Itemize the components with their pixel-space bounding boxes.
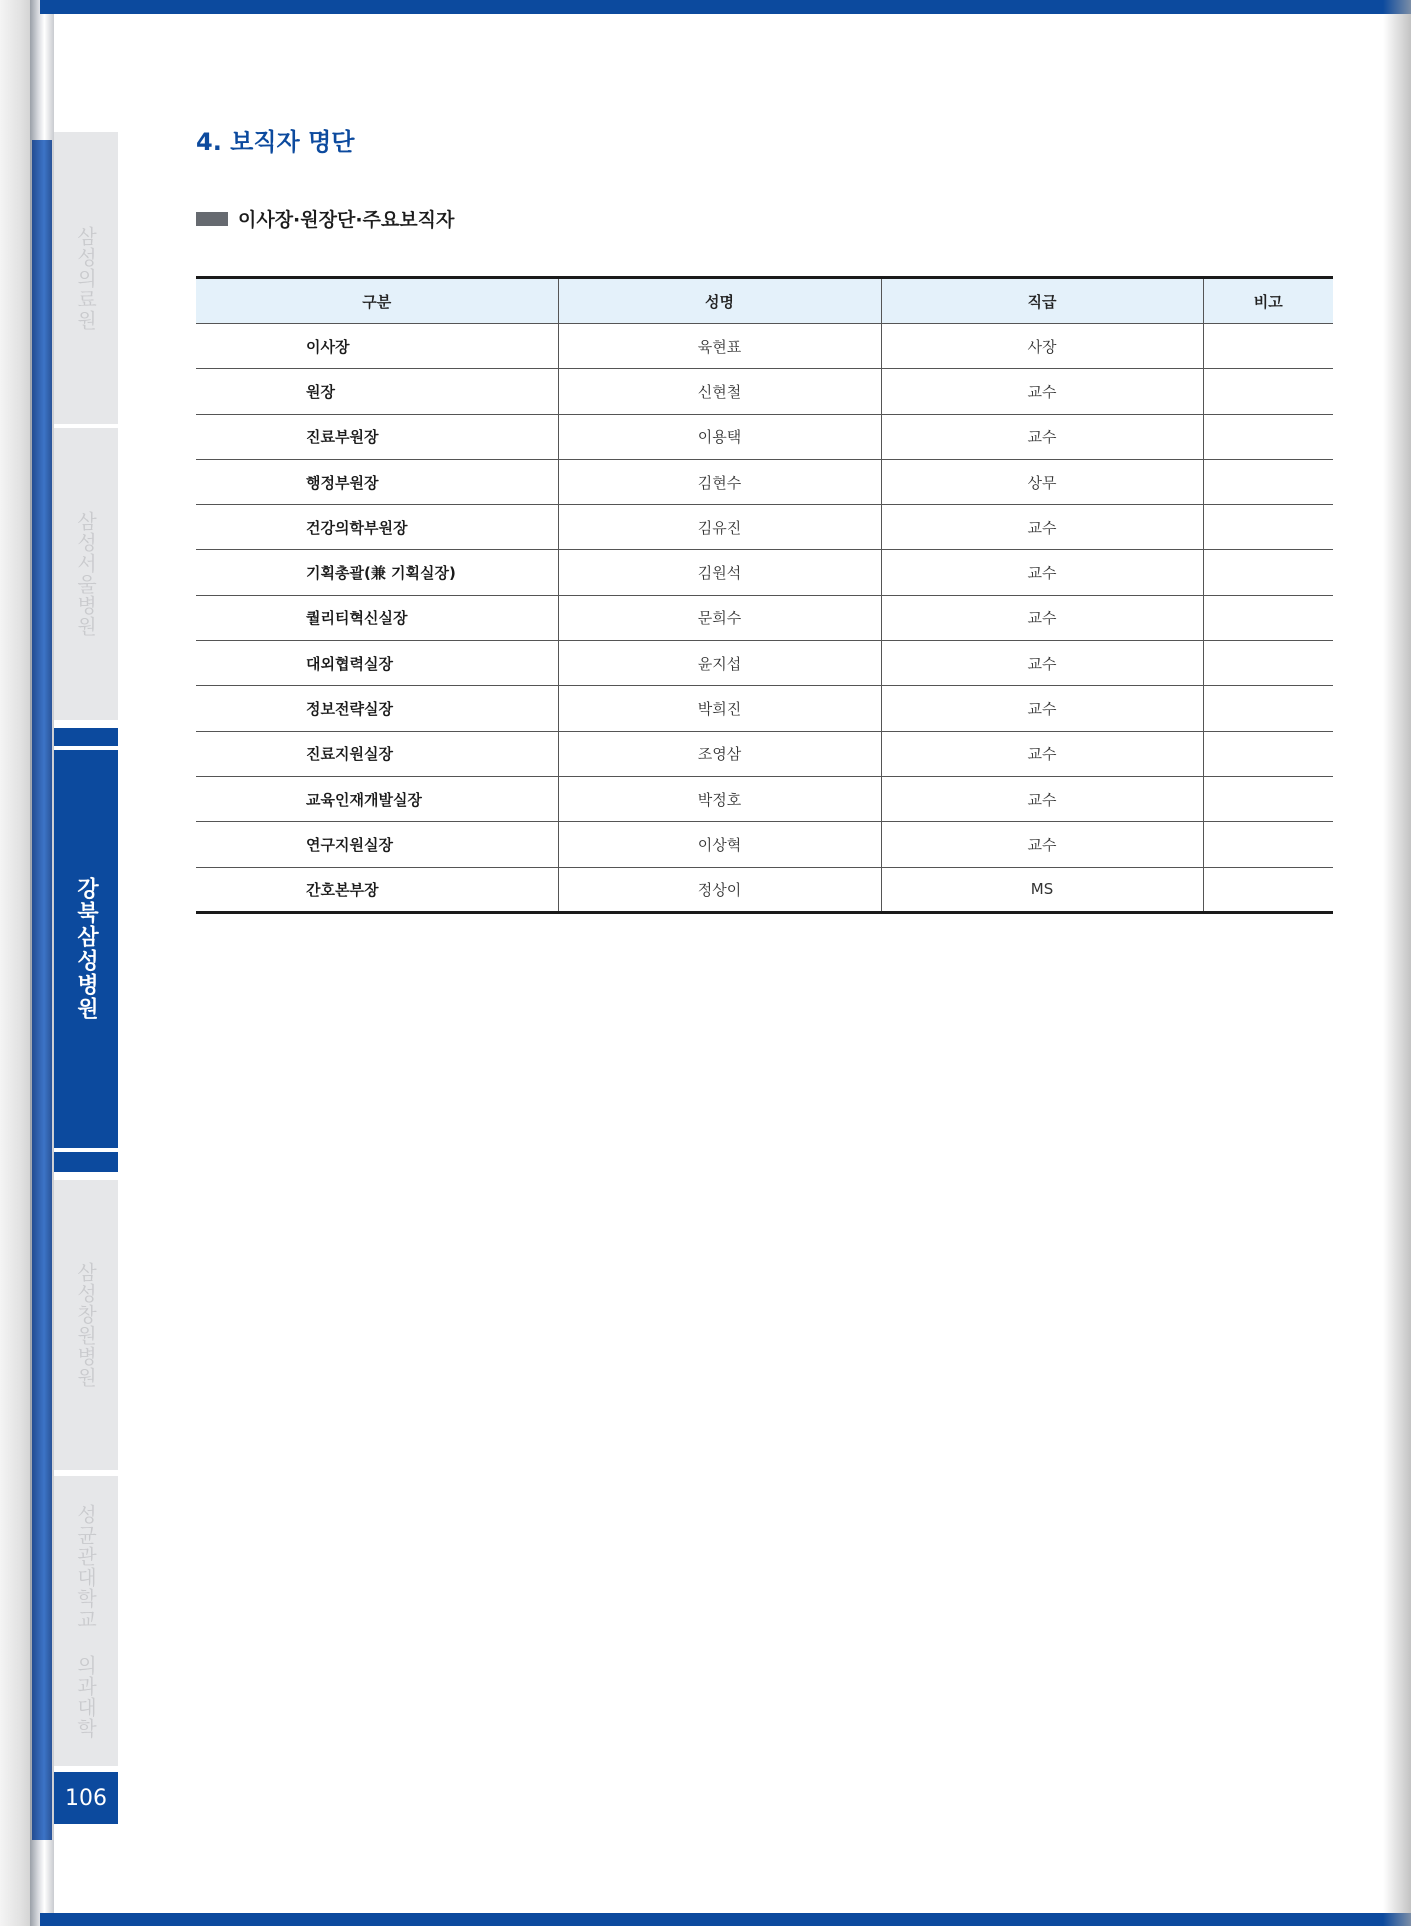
cell-remarks	[1203, 459, 1333, 504]
table-row	[196, 324, 1333, 369]
staff-roster-table	[196, 276, 1333, 914]
cell-rank: 상무	[881, 459, 1203, 504]
cell-name: 육현표	[558, 324, 881, 369]
table-row	[196, 414, 1333, 459]
cell-remarks	[1203, 686, 1333, 731]
cell-rank: 교수	[881, 731, 1203, 776]
table-row	[196, 822, 1333, 867]
cell-division: 기획총괄(兼 기획실장)	[196, 550, 558, 595]
cell-remarks	[1203, 414, 1333, 459]
side-tab-kangbuk-samsung-hospital[interactable]	[54, 750, 118, 1148]
cell-remarks	[1203, 550, 1333, 595]
header-remarks: 비고	[1203, 278, 1333, 324]
cell-division: 퀄리티혁신실장	[196, 595, 558, 640]
cell-rank: 교수	[881, 776, 1203, 821]
bottom-blue-bar	[40, 1913, 1411, 1926]
table-row	[196, 369, 1333, 414]
subsection-heading	[196, 205, 454, 232]
table-row	[196, 641, 1333, 686]
table-row	[196, 731, 1333, 776]
page-number: 106	[54, 1772, 118, 1824]
side-tab-label-active: 강북삼성병원	[73, 877, 99, 1021]
side-tab-samsung-medical-center[interactable]	[54, 132, 118, 424]
side-tab-label: 삼성서울병원	[73, 511, 98, 637]
cell-remarks	[1203, 731, 1333, 776]
cell-remarks	[1203, 369, 1333, 414]
header-name: 성명	[558, 278, 881, 324]
cell-division: 건강의학부원장	[196, 505, 558, 550]
side-tab-samsung-seoul-hospital[interactable]	[54, 428, 118, 720]
side-tab-label: 삼성창원병원	[73, 1262, 98, 1388]
cell-name: 정상이	[558, 867, 881, 912]
cell-remarks	[1203, 505, 1333, 550]
book-binding-edge	[0, 0, 34, 1926]
table-row	[196, 595, 1333, 640]
cell-division: 행정부원장	[196, 459, 558, 504]
top-blue-bar	[40, 0, 1411, 14]
table-row	[196, 459, 1333, 504]
side-tab-label: 성균관대학교 의과대학	[73, 1503, 98, 1739]
header-division: 구분	[196, 278, 558, 324]
header-rank: 직급	[881, 278, 1203, 324]
cell-division: 연구지원실장	[196, 822, 558, 867]
cell-rank: 교수	[881, 505, 1203, 550]
cell-remarks	[1203, 867, 1333, 912]
table-row	[196, 776, 1333, 821]
cell-division: 원장	[196, 369, 558, 414]
subsection-title: 이사장·원장단·주요보직자	[238, 209, 455, 231]
cell-name: 이용택	[558, 414, 881, 459]
page-right-shadow	[1383, 0, 1411, 1926]
cell-rank: 교수	[881, 595, 1203, 640]
side-tab-label: 삼성의료원	[73, 225, 98, 331]
side-tab-skku-medicine[interactable]	[54, 1476, 118, 1766]
cell-remarks	[1203, 595, 1333, 640]
cell-rank: 교수	[881, 686, 1203, 731]
cell-division: 진료지원실장	[196, 731, 558, 776]
cell-name: 조영삼	[558, 731, 881, 776]
cell-division: 교육인재개발실장	[196, 776, 558, 821]
cell-division: 대외협력실장	[196, 641, 558, 686]
cell-name: 문희수	[558, 595, 881, 640]
cell-remarks	[1203, 776, 1333, 821]
cell-remarks	[1203, 641, 1333, 686]
spine-blue-strip	[32, 140, 52, 1840]
cell-name: 김원석	[558, 550, 881, 595]
table-row	[196, 686, 1333, 731]
cell-name: 윤지섭	[558, 641, 881, 686]
cell-name: 김유진	[558, 505, 881, 550]
side-tab-samsung-changwon-hospital[interactable]	[54, 1180, 118, 1470]
cell-rank: 교수	[881, 822, 1203, 867]
cell-rank: MS	[881, 867, 1203, 912]
cell-division: 진료부원장	[196, 414, 558, 459]
active-tab-top-band	[54, 728, 118, 746]
cell-division: 이사장	[196, 324, 558, 369]
cell-name: 신현철	[558, 369, 881, 414]
cell-rank: 교수	[881, 414, 1203, 459]
cell-name: 박정호	[558, 776, 881, 821]
active-tab-bottom-band	[54, 1152, 118, 1172]
cell-name: 이상혁	[558, 822, 881, 867]
table-row	[196, 505, 1333, 550]
cell-remarks	[1203, 324, 1333, 369]
cell-name: 박희진	[558, 686, 881, 731]
subsection-marker-icon	[196, 212, 228, 226]
table-header-row	[196, 278, 1333, 324]
cell-rank: 교수	[881, 369, 1203, 414]
table-row	[196, 867, 1333, 912]
cell-remarks	[1203, 822, 1333, 867]
cell-name: 김현수	[558, 459, 881, 504]
cell-rank: 사장	[881, 324, 1203, 369]
cell-rank: 교수	[881, 550, 1203, 595]
section-title: 4. 보직자 명단	[196, 128, 355, 156]
cell-division: 간호본부장	[196, 867, 558, 912]
cell-rank: 교수	[881, 641, 1203, 686]
cell-division: 정보전략실장	[196, 686, 558, 731]
table-row	[196, 550, 1333, 595]
